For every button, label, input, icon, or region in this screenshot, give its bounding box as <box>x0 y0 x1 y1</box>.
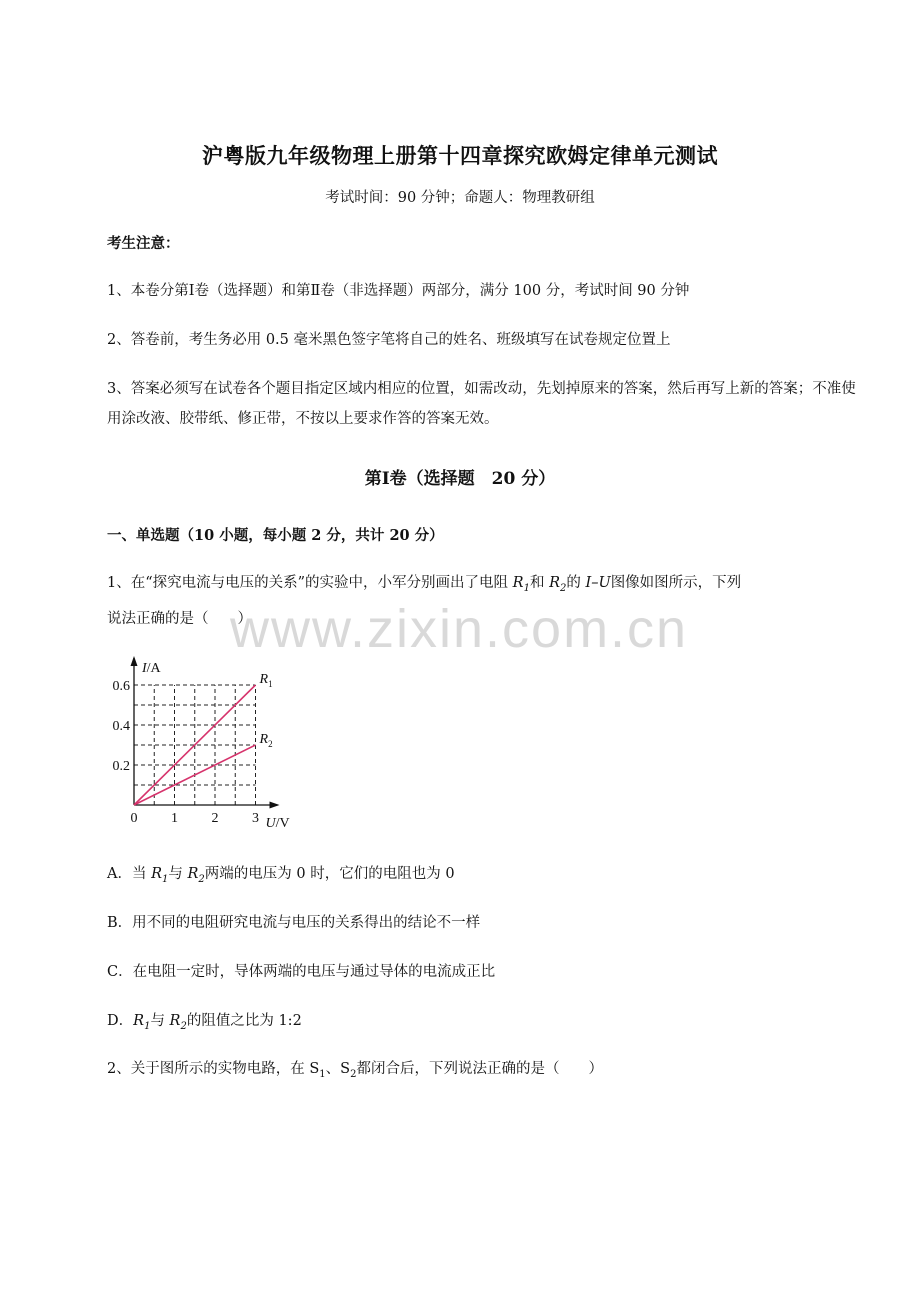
opt-d-r2-sub: 2 <box>180 1020 187 1032</box>
q2-mid: 、S <box>325 1061 351 1077</box>
q2-post: 都闭合后，下列说法正确的是（ ） <box>356 1061 603 1077</box>
y-axis-arrow <box>131 656 138 666</box>
question-1-stem <box>107 568 867 634</box>
x-axis-label: U/V <box>265 816 290 831</box>
q1-r1: R <box>512 575 524 591</box>
q1-stem-b: 的 <box>566 575 586 591</box>
q1-option-d[interactable] <box>107 1009 302 1032</box>
x-tick-label: 2 <box>211 811 219 826</box>
opt-d-r2: R <box>169 1013 181 1029</box>
exam-subtitle: 考试时间：90 分钟；命题人：物理教研组 <box>325 190 595 206</box>
q1-r2: R <box>549 575 560 591</box>
opt-d-r1-sub: 1 <box>144 1020 151 1032</box>
opt-d-mid: 与 <box>150 1013 170 1029</box>
notice-item-1: 1、本卷分第Ⅰ卷（选择题）和第Ⅱ卷（非选择题）两部分，满分 100 分，考试时间 90 分钟 <box>107 283 690 299</box>
q1-stem-a: 1、在“探究电流与电压的关系”的实验中，小军分别画出了电阻 <box>107 575 513 591</box>
iu-graph <box>100 650 320 835</box>
x-tick-label: 3 <box>252 811 259 826</box>
opt-a-r2-sub: 2 <box>198 873 205 885</box>
q1-and: 和 <box>529 575 550 591</box>
x-axis-arrow <box>270 802 280 809</box>
q1-r2-sub: 2 <box>560 582 567 594</box>
section-title: 第Ⅰ卷（选择题 20 分） <box>364 469 556 489</box>
q1-option-b[interactable]: B．用不同的电阻研究电流与电压的关系得出的结论不一样 <box>107 915 481 931</box>
y-axis-label: I/A <box>142 661 161 676</box>
q1-stem-c: 图像如图所示，下列 <box>610 575 742 591</box>
q1-iu: I–U <box>585 575 611 591</box>
notice-item-2: 2、答卷前，考生务必用 0.5 毫米黑色签字笔将自己的姓名、班级填写在试卷规定位置上 <box>107 332 671 348</box>
x-tick-label: 1 <box>171 811 178 826</box>
subsection-heading: 一、单选题（10 小题，每小题 2 分，共计 20 分） <box>107 527 444 544</box>
q2-pre: 2、关于图所示的实物电路，在 S <box>107 1061 320 1077</box>
opt-a-mid: 与 <box>168 866 188 882</box>
series-label-r1: $R_1$ <box>259 672 273 689</box>
notice-heading: 考生注意： <box>107 235 180 252</box>
q1-r1-sub: 1 <box>523 582 530 594</box>
question-2-stem <box>107 1057 603 1080</box>
y-tick-label: 0.6 <box>112 679 130 694</box>
x-tick-label: 0 <box>130 811 138 826</box>
y-tick-label: 0.4 <box>112 719 130 734</box>
opt-a-pre: A．当 <box>107 866 152 882</box>
watermark: www.zixin.com.cn <box>230 599 689 659</box>
q2-s2-sub: 2 <box>350 1068 357 1080</box>
series-label-r2: $R_2$ <box>259 732 273 749</box>
q2-s1-sub: 1 <box>319 1068 326 1080</box>
opt-d-r1: R <box>133 1013 145 1029</box>
q1-option-a[interactable] <box>107 862 455 885</box>
q1-stem-line2: 说法正确的是（ ） <box>107 610 252 627</box>
q1-option-c[interactable]: C．在电阻一定时，导体两端的电压与通过导体的电流成正比 <box>107 964 496 980</box>
opt-a-post: 两端的电压为 0 时，它们的电阻也为 0 <box>204 866 455 882</box>
y-tick-label: 0.2 <box>112 759 130 774</box>
opt-a-r1: R <box>151 866 163 882</box>
exam-title: 沪粤版九年级物理上册第十四章探究欧姆定律单元测试 <box>202 143 718 168</box>
notice-item-3: 3、答案必须写在试卷各个题目指定区域内相应的位置，如需改动，先划掉原来的答案，然后再写上新的答案；不准使用涂改液、胶带纸、修正带，不按以上要求作答的答案无效。 <box>107 381 856 427</box>
opt-d-pre: D． <box>107 1013 134 1029</box>
opt-d-post: 的阻值之比为 1:2 <box>186 1013 302 1029</box>
opt-a-r2: R <box>187 866 199 882</box>
opt-a-r1-sub: 1 <box>162 873 169 885</box>
